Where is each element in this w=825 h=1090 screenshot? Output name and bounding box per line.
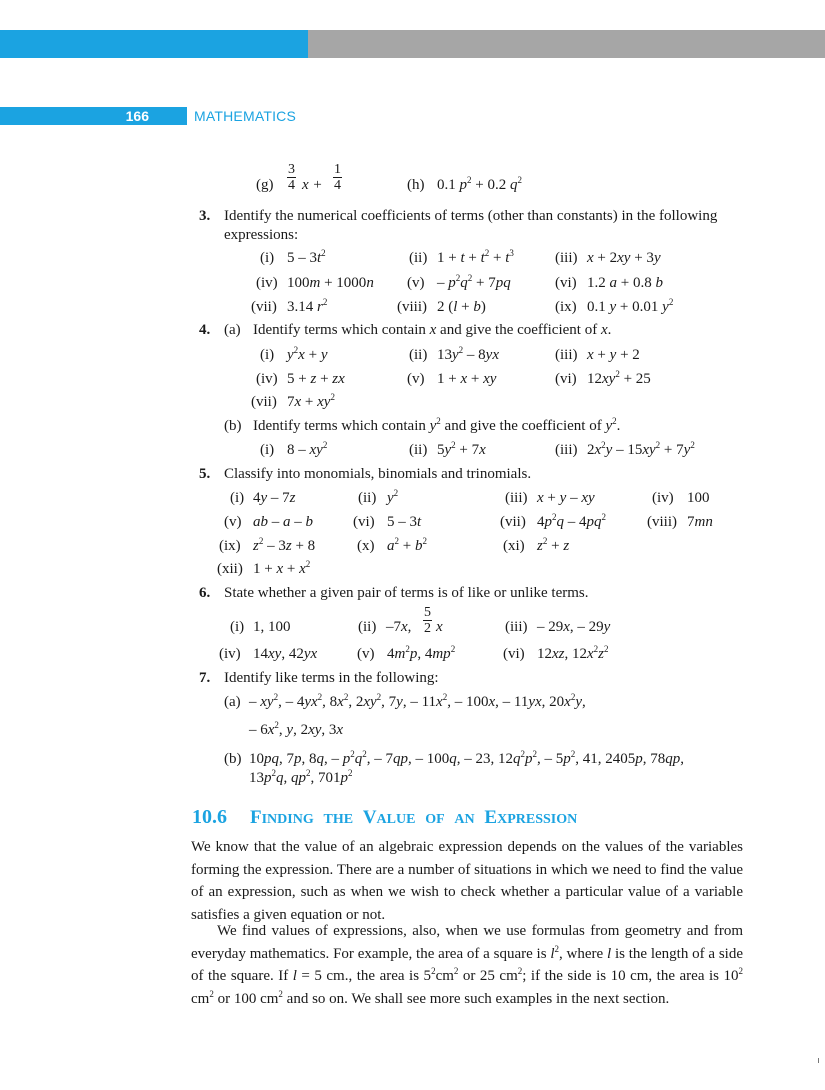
q4-a-iii-label: (iii) xyxy=(555,347,578,363)
q4-a-text: Identify terms which contain x and give the coefficient of x. xyxy=(253,322,612,338)
q7-b-label: (b) xyxy=(224,751,242,767)
q5-number: 5. xyxy=(199,466,211,482)
q7-a-label: (a) xyxy=(224,694,241,710)
q2-g-fraction-1: $\frac{3}{4}$ xyxy=(288,162,295,193)
q7-b-line-2: $13p^2q$, $qp^2$, $701p^2$ xyxy=(249,768,353,786)
q2-g-mid: x + xyxy=(302,177,323,193)
q4-a-ii-label: (ii) xyxy=(409,347,428,363)
q6-text: State whether a given pair of terms is of like or unlike terms. xyxy=(224,585,589,601)
page-number: 166 xyxy=(0,107,187,125)
q7-a-line-1: – $xy^2$, – $4yx^2$, $8x^2$, $2xy^2$, 7y, – $11x^2$, – 100x, – 11yx, $20x^2y$, xyxy=(249,692,586,710)
q7-a-line-2: – $6x^2$, y, 2xy, 3x xyxy=(249,720,344,738)
q3-iii-label: (iii) xyxy=(555,250,578,266)
q6-vi-label: (vi) xyxy=(503,646,525,662)
q5-i-label: (i) xyxy=(230,490,245,506)
q5-viii-expression: 7mn xyxy=(687,514,713,530)
q4-b-i-label: (i) xyxy=(260,442,275,458)
q3-iv-expression: 100m + 1000n xyxy=(287,275,374,291)
q5-v-expression: ab – a – b xyxy=(253,514,313,530)
header-bar-grey xyxy=(308,30,825,58)
q3-vii-label: (vii) xyxy=(251,299,277,315)
q4-a-vi-expression: $12xy^2 + 25$ xyxy=(587,369,651,387)
q4-b-iii-expression: $2x^2y - 15xy^2 + 7y^2$ xyxy=(587,440,695,458)
q3-ix-label: (ix) xyxy=(555,299,577,315)
q3-viii-label: (viii) xyxy=(397,299,427,315)
q2-g-fraction-2: $\frac{1}{4}$ xyxy=(334,162,341,193)
q4-a-vii-expression: $7x + xy^2$ xyxy=(287,392,335,410)
q4-a-iv-label: (iv) xyxy=(256,371,278,387)
q4-a-label: (a) xyxy=(224,322,241,338)
q4-a-vii-label: (vii) xyxy=(251,394,277,410)
q6-iv-label: (iv) xyxy=(219,646,241,662)
q5-xii-label: (xii) xyxy=(217,561,243,577)
q6-number: 6. xyxy=(199,585,211,601)
q5-iii-label: (iii) xyxy=(505,490,528,506)
q6-ii-variable: x xyxy=(436,619,443,635)
q3-ix-expression: 0.1 y + 0.01 $y^2$ xyxy=(587,297,674,315)
q4-a-iv-expression: 5 + z + zx xyxy=(287,371,345,387)
q5-xi-expression: $z^2 + z$ xyxy=(537,536,570,554)
q3-i-label: (i) xyxy=(260,250,275,266)
q5-iv-label: (iv) xyxy=(652,490,674,506)
q5-xi-label: (xi) xyxy=(503,538,525,554)
q5-i-expression: 4y – 7z xyxy=(253,490,296,506)
q2-h-expression: 0.1 $p^2 + 0.2$ $q^2$ xyxy=(437,175,522,193)
q5-vii-expression: $4p^2q - 4pq^2$ xyxy=(537,512,606,530)
q3-ii-expression: $1 + t + t^2 + t^3$ xyxy=(437,248,514,266)
q5-text: Classify into monomials, binomials and trinomials. xyxy=(224,466,532,482)
q4-a-iii-expression: x + y + 2 xyxy=(587,347,640,363)
q4-number: 4. xyxy=(199,322,211,338)
q4-a-i-expression: $y^2x + y$ xyxy=(287,345,328,363)
q5-ii-label: (ii) xyxy=(358,490,377,506)
q2-h-label: (h) xyxy=(407,177,425,193)
q6-iv-expression: 14xy, 42yx xyxy=(253,646,318,662)
q5-ii-expression: $y^2$ xyxy=(387,488,399,506)
q5-iv-expression: 100 xyxy=(687,490,710,506)
q6-iii-label: (iii) xyxy=(505,619,528,635)
q3-iii-expression: x + 2xy + 3y xyxy=(587,250,661,266)
q5-vii-label: (vii) xyxy=(500,514,526,530)
q4-a-ii-expression: $13y^2 - 8yx$ xyxy=(437,345,499,363)
subject-title: MATHEMATICS xyxy=(194,108,297,124)
q3-vi-expression: 1.2 a + 0.8 b xyxy=(587,275,663,291)
header-bar-blue xyxy=(0,30,308,58)
section-heading: 10.6 FINDING THE VALUE OF AN EXPRESSION xyxy=(192,806,578,828)
q5-vi-label: (vi) xyxy=(353,514,375,530)
q7-b-line-1: 10pq, 7p, 8q, – $p^2q^2$, – 7qp, – 100q, – 23, $12q^2p^2$, – $5p^2$, 41, 2405p, 78qp, xyxy=(249,749,684,767)
q6-v-expression: $4m^2p$, $4mp^2$ xyxy=(387,644,456,662)
q3-text-line-1: Identify the numerical coefficients of terms (other than constants) in the following xyxy=(224,208,718,224)
section-paragraph-2: We find values of expressions, also, when we use formulas from geometry and from everyday mathematics. For example, the area of a square is $l^2$, where l is the length of a side of the square. If l = 5 cm., the area is $5^2cm^2$ or 25 $cm^2$; if the side is 10 cm, the area is $10^2$ $cm^2$ or 100 $cm^2$ and so on. We shall see more such examples in the next section. xyxy=(191,923,743,1007)
q3-v-expression: – $p^2q^2 + 7pq$ xyxy=(437,273,511,291)
q5-x-expression: $a^2 + b^2$ xyxy=(387,536,427,554)
q3-ii-label: (ii) xyxy=(409,250,428,266)
q6-ii-fraction: $\frac{5}{2}$ xyxy=(424,605,431,636)
q3-viii-expression: 2 (l + b) xyxy=(437,299,486,315)
q3-number: 3. xyxy=(199,208,211,224)
q3-vi-label: (vi) xyxy=(555,275,577,291)
q4-a-v-expression: 1 + x + xy xyxy=(437,371,497,387)
q6-v-label: (v) xyxy=(357,646,375,662)
q5-x-label: (x) xyxy=(357,538,375,554)
q3-text-line-2: expressions: xyxy=(224,227,299,243)
q6-vi-expression: 12xz, $12x^2z^2$ xyxy=(537,644,609,662)
q4-b-ii-label: (ii) xyxy=(409,442,428,458)
q3-iv-label: (iv) xyxy=(256,275,278,291)
q4-b-label: (b) xyxy=(224,418,242,434)
q5-iii-expression: x + y – xy xyxy=(537,490,595,506)
q4-b-ii-expression: $5y^2 + 7x$ xyxy=(437,440,486,458)
q4-a-i-label: (i) xyxy=(260,347,275,363)
q2-g-label: (g) xyxy=(256,177,274,193)
q4-b-iii-label: (iii) xyxy=(555,442,578,458)
q5-vi-expression: 5 – 3t xyxy=(387,514,422,530)
page-edge-mark xyxy=(818,1058,819,1063)
q4-a-vi-label: (vi) xyxy=(555,371,577,387)
q4-b-i-expression: $8 - xy^2$ xyxy=(287,440,328,458)
q6-i-label: (i) xyxy=(230,619,245,635)
section-paragraph-1: We know that the value of an algebraic expression depends on the values of the variables forming the expression. There are a number of situations in which we need to find the value of an expression, such as when we wish to check whether a particular value of a variable satisfies a given equation or not. xyxy=(191,839,743,923)
q4-a-v-label: (v) xyxy=(407,371,425,387)
q5-ix-label: (ix) xyxy=(219,538,241,554)
q3-i-expression: $5 - 3t^2$ xyxy=(287,248,326,266)
q5-viii-label: (viii) xyxy=(647,514,677,530)
q3-vii-expression: 3.14 $r^2$ xyxy=(287,297,328,315)
q7-text: Identify like terms in the following: xyxy=(224,670,439,686)
q5-v-label: (v) xyxy=(224,514,242,530)
q6-i-expression: 1, 100 xyxy=(253,619,291,635)
q6-ii-expression: –7x, xyxy=(386,619,412,635)
q6-ii-label: (ii) xyxy=(358,619,377,635)
q4-b-text: Identify terms which contain $y^2$ and give the coefficient of $y^2$. xyxy=(253,416,621,434)
q3-v-label: (v) xyxy=(407,275,425,291)
q5-xii-expression: $1 + x + x^2$ xyxy=(253,559,311,577)
q7-number: 7. xyxy=(199,670,211,686)
q6-iii-expression: – 29x, – 29y xyxy=(537,619,611,635)
q5-ix-expression: $z^2 - 3z + 8$ xyxy=(253,536,316,554)
